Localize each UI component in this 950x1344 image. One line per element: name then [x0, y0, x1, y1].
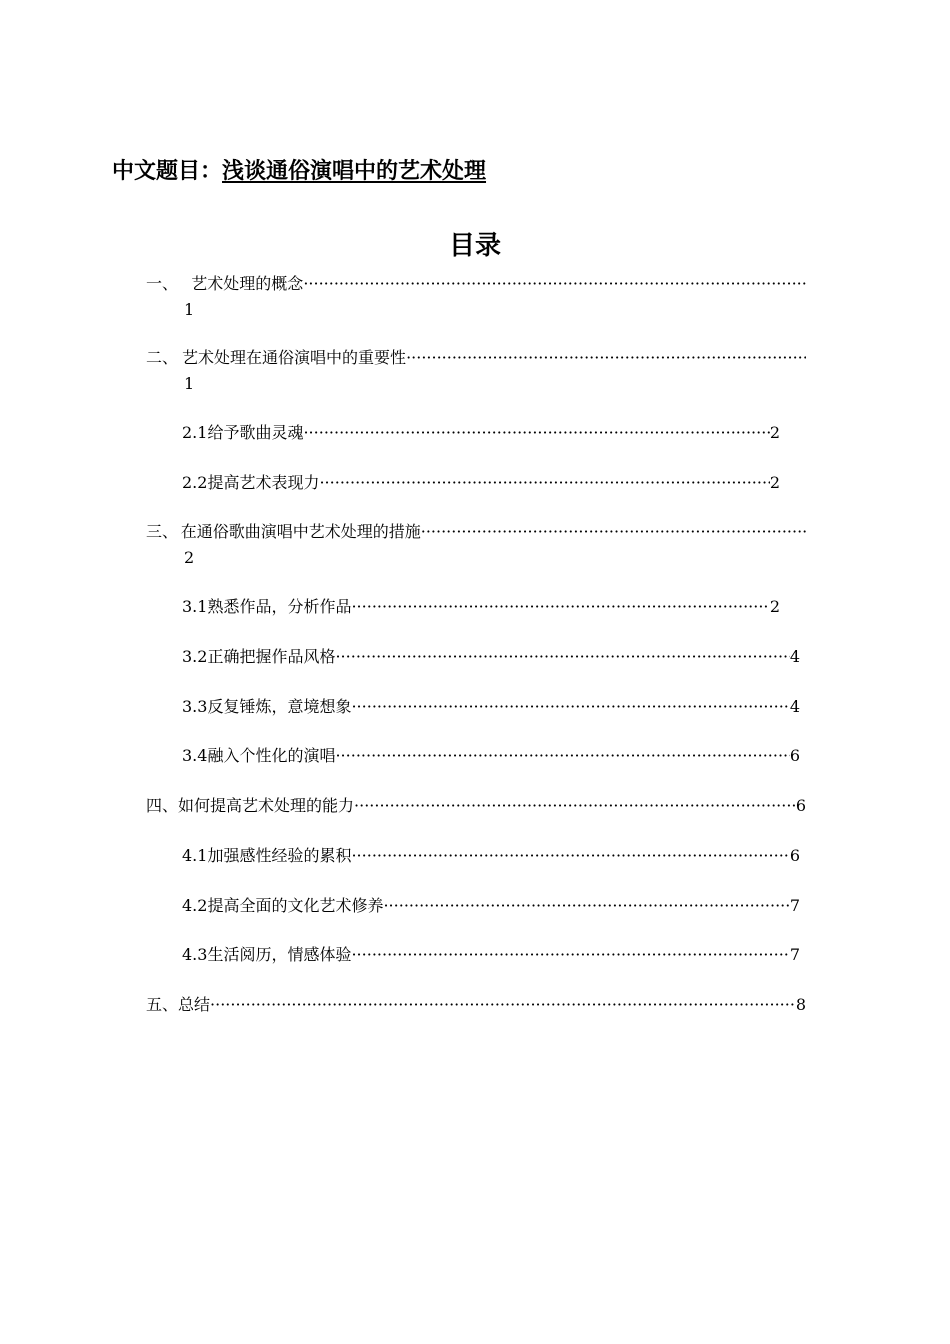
- toc-page-number: 6: [795, 796, 806, 815]
- toc-entry-2-1[interactable]: [182, 421, 780, 445]
- toc-entry-1[interactable]: [146, 272, 806, 322]
- toc-page-number: 2: [769, 473, 780, 492]
- toc-page-number: 4: [789, 647, 800, 666]
- toc-entry-4[interactable]: [146, 794, 806, 818]
- toc-number: 2.1: [182, 423, 208, 442]
- toc-entry-4-1[interactable]: [182, 844, 800, 868]
- toc-entry-3-1[interactable]: [182, 595, 780, 619]
- toc-number: 四、: [146, 796, 179, 815]
- toc-entry-3-2[interactable]: [182, 645, 800, 669]
- toc-page-number: 1: [184, 374, 195, 393]
- toc-leader-dots: [335, 645, 789, 669]
- toc-text: 在通俗歌曲演唱中艺术处理的措施: [180, 522, 421, 541]
- toc-text: 总结: [178, 995, 211, 1014]
- toc-leader-dots: [210, 993, 796, 1017]
- toc-page-number: 7: [789, 896, 800, 915]
- toc-leader-dots: [354, 794, 796, 818]
- toc-leader-dots: [351, 844, 789, 868]
- toc-leader-dots: [421, 520, 806, 544]
- toc-text: 正确把握作品风格: [207, 647, 336, 666]
- toc-leader-dots: [351, 943, 789, 967]
- title-label: 中文题目：: [112, 159, 223, 184]
- toc-text: 反复锤炼，意境想象: [207, 697, 352, 716]
- toc-leader-dots: [335, 744, 789, 768]
- toc-text: 给予歌曲灵魂: [207, 423, 304, 442]
- toc-leader-dots: [303, 421, 769, 445]
- toc-entry-3-4[interactable]: [182, 744, 800, 768]
- toc-number: 4.1: [182, 846, 208, 865]
- toc-entry-2[interactable]: [146, 346, 806, 396]
- toc-page-number: 7: [789, 945, 800, 964]
- toc-text: 生活阅历，情感体验: [207, 945, 352, 964]
- toc-number: 二、: [146, 348, 179, 367]
- toc-text: 艺术处理的概念: [191, 274, 304, 293]
- page-title: [112, 156, 486, 188]
- toc-number: 三、: [146, 522, 179, 541]
- toc-leader-dots: [319, 471, 769, 495]
- toc-leader-dots: [303, 272, 806, 296]
- toc-heading: 目录: [448, 231, 501, 261]
- toc-leader-dots: [406, 346, 806, 370]
- toc-number: 五、: [146, 995, 179, 1014]
- toc-entry-3-3[interactable]: [182, 695, 800, 719]
- toc-page-number: 1: [184, 300, 195, 319]
- toc-text: 提高艺术表现力: [207, 473, 320, 492]
- toc-leader-dots: [351, 595, 769, 619]
- toc-page-number: 8: [795, 995, 806, 1014]
- toc-number: 4.2: [182, 896, 208, 915]
- toc-number: 3.1: [182, 597, 208, 616]
- title-value: 浅谈通俗演唱中的艺术处理: [222, 159, 487, 184]
- toc-number: 3.2: [182, 647, 208, 666]
- toc-entry-4-2[interactable]: [182, 894, 800, 918]
- toc-page-number: 2: [769, 423, 780, 442]
- toc-text: 如何提高艺术处理的能力: [178, 796, 355, 815]
- toc-leader-dots: [383, 894, 789, 918]
- toc-entry-2-2[interactable]: [182, 471, 780, 495]
- toc-page-number: 2: [184, 548, 195, 567]
- toc-text: 提高全面的文化艺术修养: [207, 896, 384, 915]
- toc-page-number: 6: [789, 846, 800, 865]
- toc-text: 艺术处理在通俗演唱中的重要性: [182, 348, 407, 367]
- toc-text: 加强感性经验的累积: [207, 846, 352, 865]
- toc-number: 3.3: [182, 697, 208, 716]
- toc-entry-5[interactable]: [146, 993, 806, 1017]
- toc-text: 融入个性化的演唱: [207, 746, 336, 765]
- toc-entry-4-3[interactable]: [182, 943, 800, 967]
- toc-page-number: 4: [789, 697, 800, 716]
- toc-page-number: 2: [769, 597, 780, 616]
- toc-number: 3.4: [182, 746, 208, 765]
- toc-entry-3[interactable]: [146, 520, 806, 570]
- toc-number: 4.3: [182, 945, 208, 964]
- toc-number: 2.2: [182, 473, 208, 492]
- toc-page-number: 6: [789, 746, 800, 765]
- toc-text: 熟悉作品，分析作品: [207, 597, 352, 616]
- toc-number: 一、: [146, 274, 179, 293]
- toc-leader-dots: [351, 695, 789, 719]
